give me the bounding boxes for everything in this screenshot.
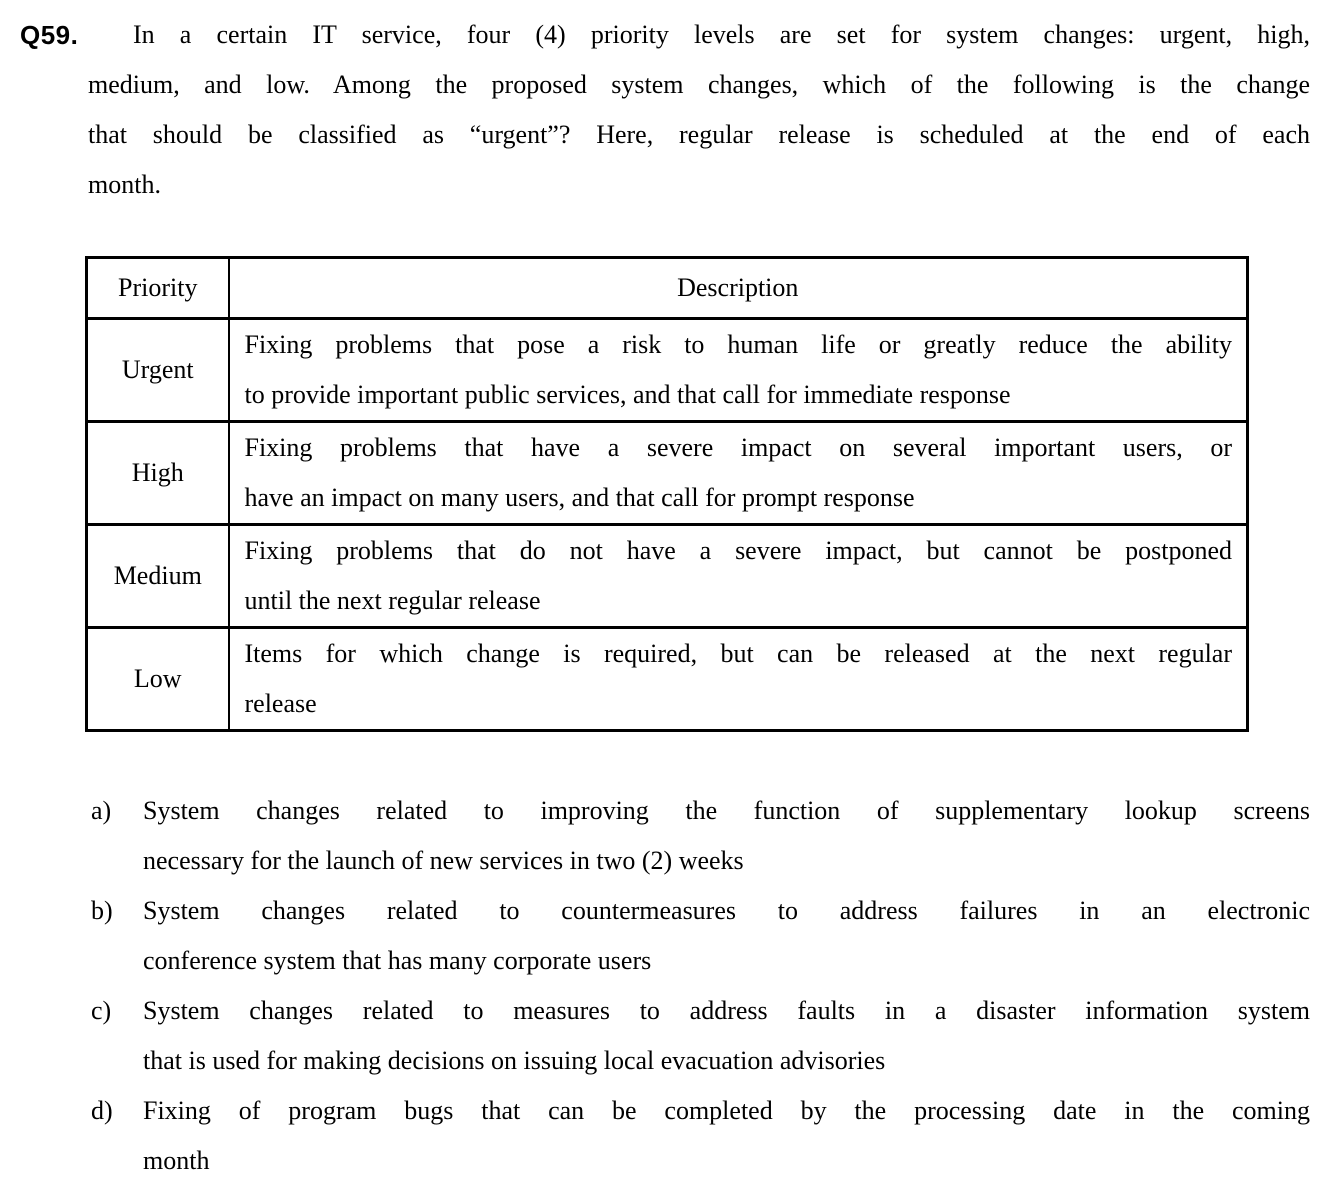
question-line: month. [88,170,161,199]
option-line: conference system that has many corporate users [143,946,652,975]
option-b-marker: b) [91,896,113,925]
table-row [87,319,1248,422]
exam-page [0,10,1330,1204]
option-line: System changes related to countermeasures to address failures in an electronic [143,896,1310,925]
option-line: necessary for the launch of new services in two (2) weeks [143,846,744,875]
option-line: System changes related to measures to address faults in a disaster information system [143,996,1310,1025]
priority-description [229,628,1248,731]
option-line: Fixing of program bugs that can be completed by the processing date in the coming [143,1096,1310,1125]
table-row [87,628,1248,731]
priority-label: High [87,422,229,525]
question-line: that should be classified as “urgent”? Here, regular release is scheduled at the end of each [88,120,1310,149]
question-line: medium, and low. Among the proposed system changes, which of the following is the change [88,70,1310,99]
description-line: Fixing problems that pose a risk to human life or greatly reduce the ability [244,330,1232,359]
answer-options [91,786,1310,1186]
description-line: until the next regular release [244,586,541,615]
priority-description [229,525,1248,628]
option-d [91,1086,1310,1186]
option-line: month [143,1146,210,1175]
option-line: that is used for making decisions on issuing local evacuation advisories [143,1046,886,1075]
description-line: Fixing problems that do not have a severe impact, but cannot be postponed [244,536,1232,565]
priority-description [229,422,1248,525]
table-row [87,525,1248,628]
priority-description [229,319,1248,422]
description-line: have an impact on many users, and that call for prompt response [244,483,915,512]
description-line: Items for which change is required, but can be released at the next regular [244,639,1232,668]
option-d-marker: d) [91,1096,113,1125]
question-line: In a certain IT service, four (4) priority levels are set for system changes: urgent, high, [133,20,1310,49]
table-header-row [87,258,1248,319]
description-line: to provide important public services, and that call for immediate response [244,380,1011,409]
description-column-header: Description [229,258,1248,319]
table-row [87,422,1248,525]
option-line: System changes related to improving the function of supplementary lookup screens [143,796,1310,825]
description-line: release [244,689,317,718]
question-block [20,10,1310,210]
description-line: Fixing problems that have a severe impact on several important users, or [244,433,1232,462]
priority-label: Low [87,628,229,731]
question-number: Q59. [20,20,79,50]
option-a-marker: a) [91,796,112,825]
option-c [91,986,1310,1086]
option-b [91,886,1310,986]
option-a [91,786,1310,886]
priority-label: Urgent [87,319,229,422]
priority-table [85,256,1249,732]
priority-column-header: Priority [87,258,229,319]
option-c-marker: c) [91,996,112,1025]
priority-label: Medium [87,525,229,628]
